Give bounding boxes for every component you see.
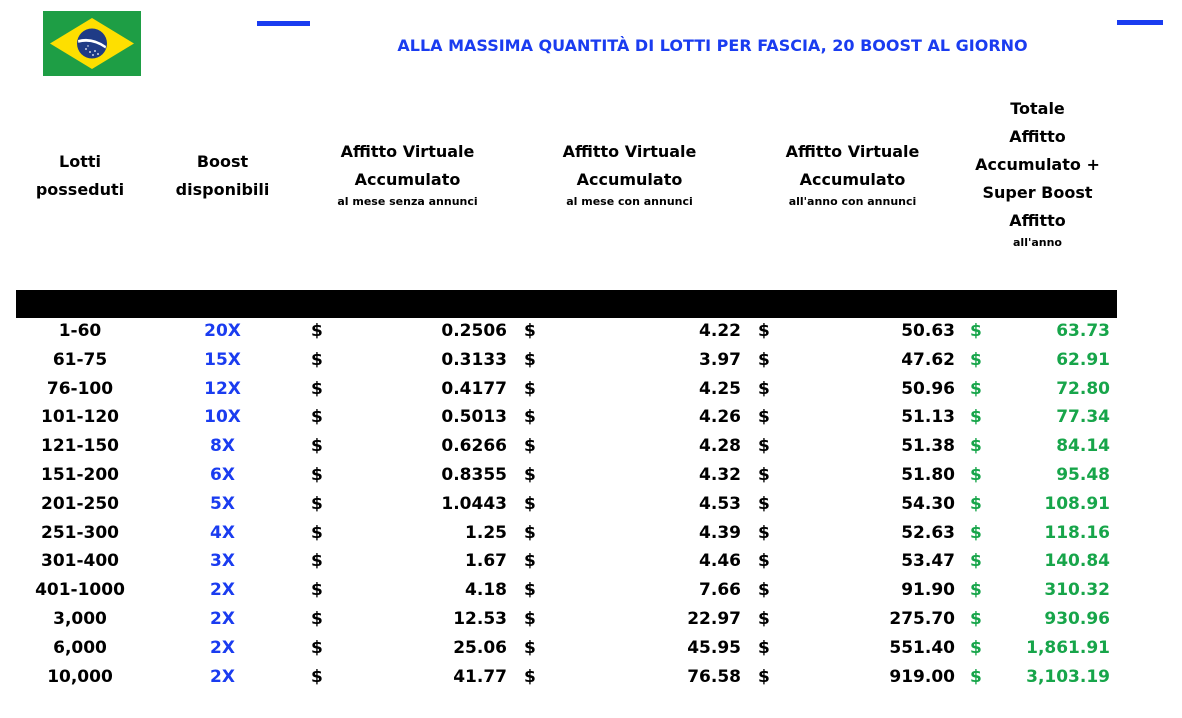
table-row xyxy=(0,318,1182,347)
cell-boost: 2X xyxy=(210,608,235,629)
cell-totale-anno: 95.48 xyxy=(1056,464,1110,485)
header-affitto3-line1: Affitto Virtuale xyxy=(785,142,920,161)
dollar-sign: $ xyxy=(311,407,323,428)
cell-affitto-anno-con-annunci: 53.47 xyxy=(901,551,955,572)
table-row xyxy=(0,548,1182,577)
dollar-sign: $ xyxy=(970,436,982,457)
header-affitto1-sub: al mese senza annunci xyxy=(337,195,478,208)
cell-affitto-mese-con-annunci: 4.25 xyxy=(699,378,741,399)
cell-affitto-mese-con-annunci: 22.97 xyxy=(687,608,741,629)
header-totale-line4: Super Boost xyxy=(982,183,1093,202)
cell-lotti: 121-150 xyxy=(40,436,120,457)
cell-totale-anno: 72.80 xyxy=(1056,378,1110,399)
table-body xyxy=(0,318,1182,692)
cell-boost: 15X xyxy=(204,349,241,370)
dollar-sign: $ xyxy=(758,608,770,629)
table-row xyxy=(0,404,1182,433)
dollar-sign: $ xyxy=(524,378,536,399)
dollar-sign: $ xyxy=(311,551,323,572)
cell-boost: 2X xyxy=(210,580,235,601)
dollar-sign: $ xyxy=(758,349,770,370)
decorative-dash-left xyxy=(257,21,310,26)
table-row xyxy=(0,520,1182,549)
table-row xyxy=(0,635,1182,664)
header-totale-line1: Totale xyxy=(1010,99,1065,118)
cell-affitto-mese-con-annunci: 4.46 xyxy=(699,551,741,572)
table-row xyxy=(0,577,1182,606)
dollar-sign: $ xyxy=(311,637,323,658)
cell-lotti: 101-120 xyxy=(40,407,120,428)
dollar-sign: $ xyxy=(758,378,770,399)
header-totale-line3: Accumulato + xyxy=(975,155,1100,174)
header-affitto3-sub: all'anno con annunci xyxy=(788,195,917,208)
cell-affitto-mese-senza-annunci: 1.0443 xyxy=(441,493,507,514)
cell-affitto-mese-con-annunci: 4.39 xyxy=(699,522,741,543)
cell-lotti: 61-75 xyxy=(52,349,108,370)
header-affitto2-sub: al mese con annunci xyxy=(566,195,693,208)
header-affitto1-line2: Accumulato xyxy=(354,170,461,189)
dollar-sign: $ xyxy=(311,321,323,341)
dollar-sign: $ xyxy=(970,464,982,485)
cell-lotti: 3,000 xyxy=(53,608,107,629)
decorative-dash-right xyxy=(1117,20,1163,25)
cell-totale-anno: 77.34 xyxy=(1056,407,1110,428)
cell-affitto-mese-con-annunci: 4.28 xyxy=(699,436,741,457)
dollar-sign: $ xyxy=(758,321,770,341)
cell-affitto-mese-con-annunci: 3.97 xyxy=(699,349,741,370)
cell-affitto-mese-con-annunci: 4.22 xyxy=(699,321,741,341)
banner-title: ALLA MASSIMA QUANTITÀ DI LOTTI PER FASCIA, 20 BOOST AL GIORNO xyxy=(397,36,1028,55)
cell-boost: 5X xyxy=(210,493,235,514)
cell-boost: 6X xyxy=(210,464,235,485)
header-boost-line1: Boost xyxy=(196,152,249,171)
header-totale-line2: Affitto xyxy=(1009,127,1066,146)
header-separator-bar xyxy=(16,290,1117,318)
dollar-sign: $ xyxy=(524,436,536,457)
header-affitto3-line2: Accumulato xyxy=(799,170,906,189)
cell-affitto-mese-senza-annunci: 1.67 xyxy=(465,551,507,572)
dollar-sign: $ xyxy=(758,522,770,543)
cell-affitto-mese-senza-annunci: 0.6266 xyxy=(441,436,507,457)
table-row xyxy=(0,462,1182,491)
flag-blue-globe xyxy=(77,29,107,59)
dollar-sign: $ xyxy=(758,580,770,601)
cell-boost: 3X xyxy=(210,551,235,572)
cell-affitto-mese-con-annunci: 4.53 xyxy=(699,493,741,514)
cell-lotti: 1-60 xyxy=(58,321,102,341)
cell-lotti: 151-200 xyxy=(40,464,120,485)
cell-totale-anno: 1,861.91 xyxy=(1026,637,1110,658)
cell-affitto-mese-senza-annunci: 0.4177 xyxy=(441,378,507,399)
dollar-sign: $ xyxy=(758,666,770,687)
dollar-sign: $ xyxy=(524,637,536,658)
cell-totale-anno: 3,103.19 xyxy=(1026,666,1110,687)
dollar-sign: $ xyxy=(758,436,770,457)
header-affitto2-line2: Accumulato xyxy=(576,170,683,189)
table-row xyxy=(0,606,1182,635)
dollar-sign: $ xyxy=(758,637,770,658)
cell-totale-anno: 930.96 xyxy=(1044,608,1110,629)
dollar-sign: $ xyxy=(970,321,982,341)
cell-affitto-anno-con-annunci: 51.80 xyxy=(901,464,955,485)
dollar-sign: $ xyxy=(524,321,536,341)
cell-lotti: 10,000 xyxy=(47,666,113,687)
table-row xyxy=(0,433,1182,462)
cell-boost: 2X xyxy=(210,637,235,658)
dollar-sign: $ xyxy=(970,608,982,629)
dollar-sign: $ xyxy=(970,378,982,399)
header-affitto-mese-senza-annunci xyxy=(300,138,515,210)
cell-affitto-mese-senza-annunci: 1.25 xyxy=(465,522,507,543)
dollar-sign: $ xyxy=(758,551,770,572)
header-boost xyxy=(155,148,290,204)
cell-affitto-mese-senza-annunci: 0.3133 xyxy=(441,349,507,370)
cell-affitto-mese-senza-annunci: 12.53 xyxy=(453,608,507,629)
dollar-sign: $ xyxy=(524,493,536,514)
dollar-sign: $ xyxy=(970,637,982,658)
cell-affitto-mese-senza-annunci: 0.2506 xyxy=(441,321,507,341)
dollar-sign: $ xyxy=(311,522,323,543)
brazil-flag-icon xyxy=(43,11,141,76)
cell-totale-anno: 84.14 xyxy=(1056,436,1110,457)
cell-boost: 4X xyxy=(210,522,235,543)
header-totale xyxy=(960,95,1115,251)
dollar-sign: $ xyxy=(970,580,982,601)
cell-affitto-mese-senza-annunci: 25.06 xyxy=(453,637,507,658)
cell-lotti: 401-1000 xyxy=(35,580,125,601)
table-row xyxy=(0,376,1182,405)
cell-lotti: 6,000 xyxy=(53,637,107,658)
cell-affitto-mese-senza-annunci: 4.18 xyxy=(465,580,507,601)
dollar-sign: $ xyxy=(311,436,323,457)
cell-totale-anno: 62.91 xyxy=(1056,349,1110,370)
header-lotti xyxy=(10,148,150,204)
cell-affitto-mese-con-annunci: 4.32 xyxy=(699,464,741,485)
dollar-sign: $ xyxy=(758,407,770,428)
table-row xyxy=(0,491,1182,520)
header-boost-line2: disponibili xyxy=(175,180,270,199)
dollar-sign: $ xyxy=(524,349,536,370)
dollar-sign: $ xyxy=(758,493,770,514)
dollar-sign: $ xyxy=(311,580,323,601)
cell-boost: 20X xyxy=(204,321,241,341)
dollar-sign: $ xyxy=(970,407,982,428)
header-affitto1-line1: Affitto Virtuale xyxy=(340,142,475,161)
cell-lotti: 201-250 xyxy=(40,493,120,514)
cell-affitto-anno-con-annunci: 51.13 xyxy=(901,407,955,428)
cell-boost: 2X xyxy=(210,666,235,687)
dollar-sign: $ xyxy=(524,580,536,601)
table-row xyxy=(0,664,1182,693)
dollar-sign: $ xyxy=(311,608,323,629)
header-lotti-line1: Lotti xyxy=(59,152,101,171)
cell-affitto-mese-senza-annunci: 0.5013 xyxy=(441,407,507,428)
cell-affitto-anno-con-annunci: 50.96 xyxy=(901,378,955,399)
cell-affitto-mese-con-annunci: 7.66 xyxy=(699,580,741,601)
cell-affitto-mese-con-annunci: 76.58 xyxy=(687,666,741,687)
cell-totale-anno: 63.73 xyxy=(1056,321,1110,341)
dollar-sign: $ xyxy=(311,666,323,687)
dollar-sign: $ xyxy=(524,464,536,485)
dollar-sign: $ xyxy=(311,378,323,399)
cell-affitto-anno-con-annunci: 551.40 xyxy=(889,637,955,658)
cell-affitto-anno-con-annunci: 51.38 xyxy=(901,436,955,457)
header-totale-sub: all'anno xyxy=(1013,236,1062,249)
header-totale-line5: Affitto xyxy=(1009,211,1066,230)
cell-affitto-mese-con-annunci: 45.95 xyxy=(687,637,741,658)
dollar-sign: $ xyxy=(970,493,982,514)
cell-affitto-anno-con-annunci: 52.63 xyxy=(901,522,955,543)
cell-affitto-anno-con-annunci: 54.30 xyxy=(901,493,955,514)
cell-lotti: 76-100 xyxy=(46,378,114,399)
dollar-sign: $ xyxy=(758,464,770,485)
dollar-sign: $ xyxy=(524,522,536,543)
cell-affitto-anno-con-annunci: 47.62 xyxy=(901,349,955,370)
dollar-sign: $ xyxy=(311,464,323,485)
cell-affitto-anno-con-annunci: 50.63 xyxy=(901,321,955,341)
cell-boost: 8X xyxy=(210,436,235,457)
cell-totale-anno: 140.84 xyxy=(1044,551,1110,572)
table-row xyxy=(0,347,1182,376)
dollar-sign: $ xyxy=(524,407,536,428)
cell-lotti: 251-300 xyxy=(40,522,120,543)
header-affitto2-line1: Affitto Virtuale xyxy=(562,142,697,161)
dollar-sign: $ xyxy=(970,551,982,572)
cell-affitto-anno-con-annunci: 919.00 xyxy=(889,666,955,687)
dollar-sign: $ xyxy=(524,551,536,572)
cell-totale-anno: 108.91 xyxy=(1044,493,1110,514)
cell-affitto-mese-con-annunci: 4.26 xyxy=(699,407,741,428)
dollar-sign: $ xyxy=(970,349,982,370)
header-affitto-anno-con-annunci xyxy=(745,138,960,210)
dollar-sign: $ xyxy=(311,493,323,514)
cell-affitto-anno-con-annunci: 91.90 xyxy=(901,580,955,601)
cell-totale-anno: 118.16 xyxy=(1044,522,1110,543)
dollar-sign: $ xyxy=(524,666,536,687)
header-affitto-mese-con-annunci xyxy=(522,138,737,210)
cell-affitto-mese-senza-annunci: 0.8355 xyxy=(441,464,507,485)
header-lotti-line2: posseduti xyxy=(35,180,125,199)
cell-boost: 10X xyxy=(204,407,241,428)
dollar-sign: $ xyxy=(311,349,323,370)
dollar-sign: $ xyxy=(970,666,982,687)
cell-affitto-mese-senza-annunci: 41.77 xyxy=(453,666,507,687)
cell-totale-anno: 310.32 xyxy=(1044,580,1110,601)
cell-lotti: 301-400 xyxy=(40,551,120,572)
cell-boost: 12X xyxy=(204,378,241,399)
dollar-sign: $ xyxy=(970,522,982,543)
dollar-sign: $ xyxy=(524,608,536,629)
cell-affitto-anno-con-annunci: 275.70 xyxy=(889,608,955,629)
